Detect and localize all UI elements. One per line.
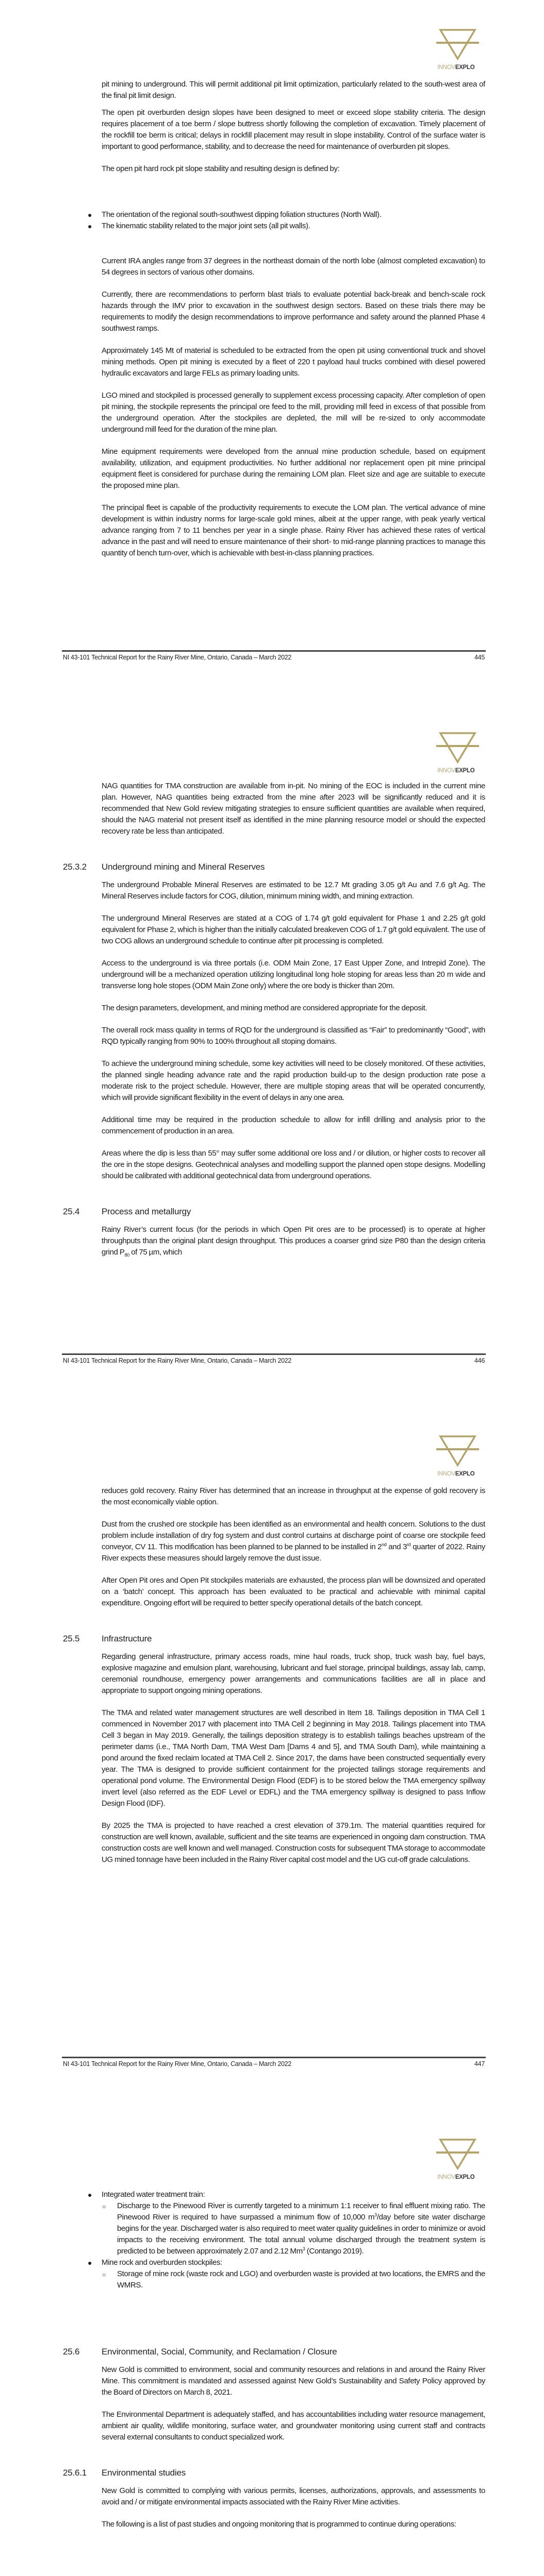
section-title: Environmental studies xyxy=(102,2468,186,2478)
triangle-logo-icon xyxy=(436,1435,482,1471)
triangle-logo-icon xyxy=(436,2138,482,2174)
bullet-icon: ● xyxy=(88,2191,92,2199)
paragraph: Additional time may be required in the production schedule to allow for infill drilling and analysis prior to the commencement of production in an area. xyxy=(102,1115,485,1136)
bullet-icon: ● xyxy=(88,222,92,230)
footer-report-title: NI 43-101 Technical Report for the Rainy River Mine, Ontario, Canada – March 2022 xyxy=(63,2060,292,2067)
paragraph: Current IRA angles range from 37 degrees in the northeast domain of the north lobe (almost completed excavation) to 54 degrees in sectors of various other domains. xyxy=(102,257,485,277)
paragraph: The open pit overburden design slopes have been designed to meet or exceed slope stability criteria. The design requires placement of a toe berm / slope buttress shortly following the completion of excavation. Timely placement of the rockfill toe berm is critical; delays in rockfill placement may result in slope instability. Control of the surface water is important to good performance, stability, and to decrease the need for maintenance of overburden pit slopes. xyxy=(102,108,485,151)
logo-wordmark: INNOVEXPLO xyxy=(437,768,475,774)
paragraph: reduces gold recovery. Rainy River has determined that an increase in throughput at the expense of gold recovery is the most economically viable option. xyxy=(102,1486,485,1506)
paragraph: Dust from the crushed ore stockpile has been identified as an environmental and health concern. Solutions to the dust problem include installation of dry fog system and dust control curtains at discharge point of coarse ore stockpile feed conveyor, CV 11. This modification has been planned to be planned to be installed in 2nd and 3rd quarter of 2022. Rainy River expects these measures should largely remove the dust issue. xyxy=(102,1520,485,1563)
paragraph: By 2025 the TMA is projected to have reached a crest elevation of 379.1m. The material quantities required for construction are well known, available, sufficient and the site teams are experienced in ongoing dam construction. TMA construction costs are well known and well managed. Construction costs for subsequent TMA storage to accommodate UG mined tonnage have been included in the Rainy River capital cost model and the UG cut-off grade calculations. xyxy=(102,1821,485,1864)
section-heading-25-3-2 xyxy=(63,861,485,873)
section-number: 25.4 xyxy=(63,1207,80,1216)
section-heading-25-4 xyxy=(63,1206,485,1218)
paragraph: NAG quantities for TMA construction are available from in-pit. No mining of the EOC is included in the current mine plan. However, NAG quantities being extracted from the mine after 2023 will be significantly reduced and it is recommended that New Gold review mitigating strategies to ensure sufficient quantities are available when required, should the NAG material not present itself as identified in the mine planning resource model or should the expected recovery rate be less than anticipated. xyxy=(102,782,485,836)
page-number: 447 xyxy=(474,2060,485,2067)
paragraph: Currently, there are recommendations to perform blast trials to evaluate potential back-break and bench-scale rock hazards through the IMV prior to excavation in the southwest design sectors. Based on these trials there may be requirements to modify the design recommendations to improve performance and safety around the planned Phase 4 southwest ramps. xyxy=(102,290,485,333)
paragraph: Rainy River’s current focus (for the periods in which Open Pit ores are to be processed) is to operate at higher throughputs than the original plant design throughput. This produces a coarser grind size P80 than the design criteria grind $P_{80}$ of 75 µm, which xyxy=(102,1225,485,1258)
sub-list-item: ○ Storage of mine rock (waste rock and LGO) and overburden waste is provided at two locations, the EMRS and the WMRS. xyxy=(102,2269,485,2290)
page-footer xyxy=(63,2060,485,2067)
list-item: ● The kinematic stability related to the major joint sets (all pit walls). xyxy=(57,221,485,232)
innovexplo-logo xyxy=(436,2138,482,2182)
list-item: ● Integrated water treatment train: ○ Discharge to the Pinewood River is currently targeted to a minimum 1:1 receiver to final effluent mixing ratio. The Pinewood River is required to have surpassed a minimum flow of 10,000 $m^3$/day before site water discharge begins for the year. Discharged water is also required to meet water quality guidelines in order to minimize or avoid impacts to the receiving environment. The total annual volume discharged through the treatment system is predicted to be between approximately 2.07 and 2.12 Mm$^3$ (Contango 2019). xyxy=(57,2189,485,2257)
paragraph: LGO mined and stockpiled is processed generally to supplement excess processing capacity. After completion of open pit mining, the stockpile represents the principal ore feed to the mill, providing mill feed in excess of that possible from the underground operation. After the stockpiles are depleted, the mill will be re-sized to only accommodate underground mill feed for the duration of the mine plan. xyxy=(102,391,485,434)
innovexplo-logo xyxy=(436,1435,482,1479)
page-footer xyxy=(63,1357,485,1364)
page-body xyxy=(63,1485,485,1876)
paragraph: The underground Probable Mineral Reserves are estimated to be 12.7 Mt grading 3.05 g/t Au and 7.6 g/t Ag. The Mineral Reserves include factors for COG, dilution, minimum mining width, and mining extraction. xyxy=(102,880,485,901)
footer-rule xyxy=(62,2057,486,2058)
innovexplo-logo xyxy=(436,732,482,775)
page-footer xyxy=(63,654,485,661)
footer-rule xyxy=(62,1353,486,1355)
slope-design-list xyxy=(57,209,485,232)
bullet-icon: ● xyxy=(88,2259,92,2267)
paragraph: Mine equipment requirements were developed from the annual mine production schedule, based on equipment availability, utilization, and equipment productivities. No further additional nor replacement open pit mine principal equipment fleet is considered for purchase during the remaining LOM plan. Fleet size and age are suitable to execute the proposed mine plan. xyxy=(102,447,485,490)
section-title: Infrastructure xyxy=(102,1634,152,1643)
section-heading-25-6 xyxy=(63,2346,485,2358)
bullet-icon: ● xyxy=(88,211,92,219)
page-body-continued xyxy=(102,256,485,570)
section-title: Environmental, Social, Community, and Reclamation / Closure xyxy=(102,2347,337,2357)
logo-wordmark: INNOVEXPLO xyxy=(437,64,475,71)
paragraph: The TMA and related water management structures are well described in Item 18. Tailings deposition in TMA Cell 1 commenced in November 2017 with placement into TMA Cell 2 beginning in May 2018. Tailings placement into TMA Cell 3 began in May 2019. Generally, the tailings deposition strategy is to establish tailings beaches upstream of the perimeter dams (i.e., TMA North Dam, TMA West Dam [Dams 4 and 5], and TMA South Dam), while maintaining a pond around the fixed reclaim located at TMA Cell 2. Since 2017, the dams have been constructed sequentially every year. The TMA is designed to provide sufficient containment for the projected tailings storage requirements and operational pond volume. The Environmental Design Flood (EDF) is to be stored below the TMA emergency spillway invert level (also referred as the EDF Level or EDFL) and the TMA emergency spillway is designed to pass Inflow Design Flood (IDF). xyxy=(102,1708,485,1808)
page-body xyxy=(63,781,485,1269)
paragraph: To achieve the underground mining schedule, some key activities will need to be closely monitored. Of these activities, the planned single heading advance rate and the rapid production build-up to the design production rate pose a moderate risk to the project schedule. However, there are multiple stoping areas that will be operated concurrently, which will provide significant flexibility in the event of delays in any one area. xyxy=(102,1059,485,1102)
section-title: Underground mining and Mineral Reserves xyxy=(102,862,265,872)
list-item: ● Mine rock and overburden stockpiles: ○ Storage of mine rock (waste rock and LGO) and overburden waste is provided at two locations, the EMRS and the WMRS. xyxy=(57,2257,485,2291)
section-number: 25.6.1 xyxy=(63,2468,87,2478)
paragraph: The following is a list of past studies and ongoing monitoring that is programmed to continue during operations: xyxy=(102,2520,456,2529)
paragraph: The overall rock mass quality in terms of RQD for the underground is classified as “Fair” to predominantly “Good”, with RQD typically ranging from 90% to 100% throughout all stoping domains. xyxy=(102,1026,485,1046)
section-number: 25.6 xyxy=(63,2347,80,2357)
paragraph: New Gold is committed to complying with various permits, licenses, authorizations, approvals, and assessments to avoid and / or mitigate environmental impacts associated with the Rainy River Mine activities. xyxy=(102,2486,485,2506)
triangle-logo-icon xyxy=(436,732,482,768)
sub-list xyxy=(102,2268,485,2291)
logo-wordmark: INNOVEXPLO xyxy=(437,2174,475,2180)
paragraph: New Gold is committed to environment, social and community resources and relations in and around the Rainy River Mine. This commitment is mandated and assessed against New Gold’s Sustainability and Safety Policy approved by the Board of Directors on March 8, 2021. xyxy=(102,2365,485,2397)
list-item: ● The orientation of the regional south-southwest dipping foliation structures (North Wall). xyxy=(57,209,485,221)
paragraph: The design parameters, development, and mining method are considered appropriate for the deposit. xyxy=(102,1004,427,1012)
paragraph: pit mining to underground. This will permit additional pit limit optimization, particularly related to the south-west area of the final pit limit design. xyxy=(102,80,485,100)
paragraph: Access to the underground is via three portals (i.e. ODM Main Zone, 17 East Upper Zone, and Intrepid Zone). The underground will be a mechanized operation utilizing longitudinal long hole stoping for areas less than 20 m wide and transverse long hole stopes (ODM Main Zone only) where the ore body is thicker than 20m. xyxy=(102,959,485,990)
section-heading-25-5 xyxy=(63,1633,485,1645)
page-448 xyxy=(0,2110,544,2576)
page-body xyxy=(63,2346,485,2541)
page-447 xyxy=(0,1406,544,2110)
page-number: 445 xyxy=(474,654,485,661)
infrastructure-list xyxy=(57,2189,485,2291)
section-heading-25-6-1 xyxy=(63,2467,485,2479)
paragraph: Regarding general infrastructure, primary access roads, mine haul roads, truck shop, truck wash bay, fuel bays, explosive magazine and emulsion plant, warehousing, lubricant and fuel storage, principal buildings, assay lab, camp, ceremonial roundhouse, emergency power arrangements and communications facilities are all in place and appropriate to support ongoing mining operations. xyxy=(102,1652,485,1695)
section-title: Process and metallurgy xyxy=(102,1207,191,1216)
page-445 xyxy=(0,0,544,703)
section-number: 25.3.2 xyxy=(63,862,87,872)
logo-wordmark: INNOVEXPLO xyxy=(437,1471,475,1477)
paragraph: Approximately 145 Mt of material is scheduled to be extracted from the open pit using conventional truck and shovel mining methods. Open pit mining is executed by a fleet of 220 t payload haul trucks combined with diesel powered hydraulic excavators and large FELs as primary loading units. xyxy=(102,346,485,378)
page-body xyxy=(102,79,485,185)
sub-list xyxy=(102,2200,485,2257)
page-446 xyxy=(0,703,544,1406)
innovexplo-logo xyxy=(436,28,482,72)
paragraph: The Environmental Department is adequately staffed, and has accountabilities including water resource management, ambient air quality, wildlife monitoring, surface water, and groundwater monitoring using current staff and contracts several external consultants to conduct specialized work. xyxy=(102,2410,485,2442)
footer-report-title: NI 43-101 Technical Report for the Rainy River Mine, Ontario, Canada – March 2022 xyxy=(63,654,292,661)
footer-rule xyxy=(62,650,486,652)
footer-report-title: NI 43-101 Technical Report for the Rainy River Mine, Ontario, Canada – March 2022 xyxy=(63,1357,292,1364)
sub-list-item: ○ Discharge to the Pinewood River is currently targeted to a minimum 1:1 receiver to final effluent mixing ratio. The Pinewood River is required to have surpassed a minimum flow of 10,000 $m^3$/day before site water discharge begins for the year. Discharged water is also required to meet water quality guidelines in order to minimize or avoid impacts to the receiving environment. The total annual volume discharged through the treatment system is predicted to be between approximately 2.07 and 2.12 Mm$^3$ (Contango 2019). xyxy=(102,2201,486,2256)
section-number: 25.5 xyxy=(63,1634,80,1643)
paragraph: Areas where the dip is less than 55° may suffer some additional ore loss and / or dilution, or higher costs to recover all the ore in the stope designs. Geotechnical analyses and modelling support the planned open stope designs. Modelling should be calibrated with additional geotechnical data from underground operations. xyxy=(102,1149,485,1180)
triangle-logo-icon xyxy=(436,28,482,64)
paragraph: After Open Pit ores and Open Pit stockpiles materials are exhausted, the process plan will be downsized and operated on a ‘batch’ concept. This approach has been evaluated to be practical and achievable with minimal capital expenditure. Ongoing effort will be required to better specify operational details of the batch concept. xyxy=(102,1576,485,1607)
paragraph: The open pit hard rock pit slope stability and resulting design is defined by: xyxy=(102,164,340,173)
hollow-bullet-icon: ○ xyxy=(102,2203,106,2210)
paragraph: The underground Mineral Reserves are stated at a COG of 1.74 g/t gold equivalent for Phase 1 and 2.25 g/t gold equivalent for Phase 2, which is higher than the initially calculated breakeven COG of 1.7 g/t gold equivalent. The use of two COG allows an underground schedule to continue after pit processing is completed. xyxy=(102,914,485,945)
paragraph: The principal fleet is capable of the productivity requirements to execute the LOM plan. The vertical advance of mine development is within industry norms for large-scale gold mines, albeit at the upper range, with peak yearly vertical advance ranging from 7 to 11 benches per year in a single phase. Rainy River has achieved these rates of vertical advance in the past and will need to ensure maintenance of their short- to mid-range planning practices to manage this quantity of bench turn-over, which is achievable with best-in-class planning practices. xyxy=(102,503,485,557)
page-number: 446 xyxy=(474,1357,485,1364)
hollow-bullet-icon: ○ xyxy=(102,2271,106,2278)
